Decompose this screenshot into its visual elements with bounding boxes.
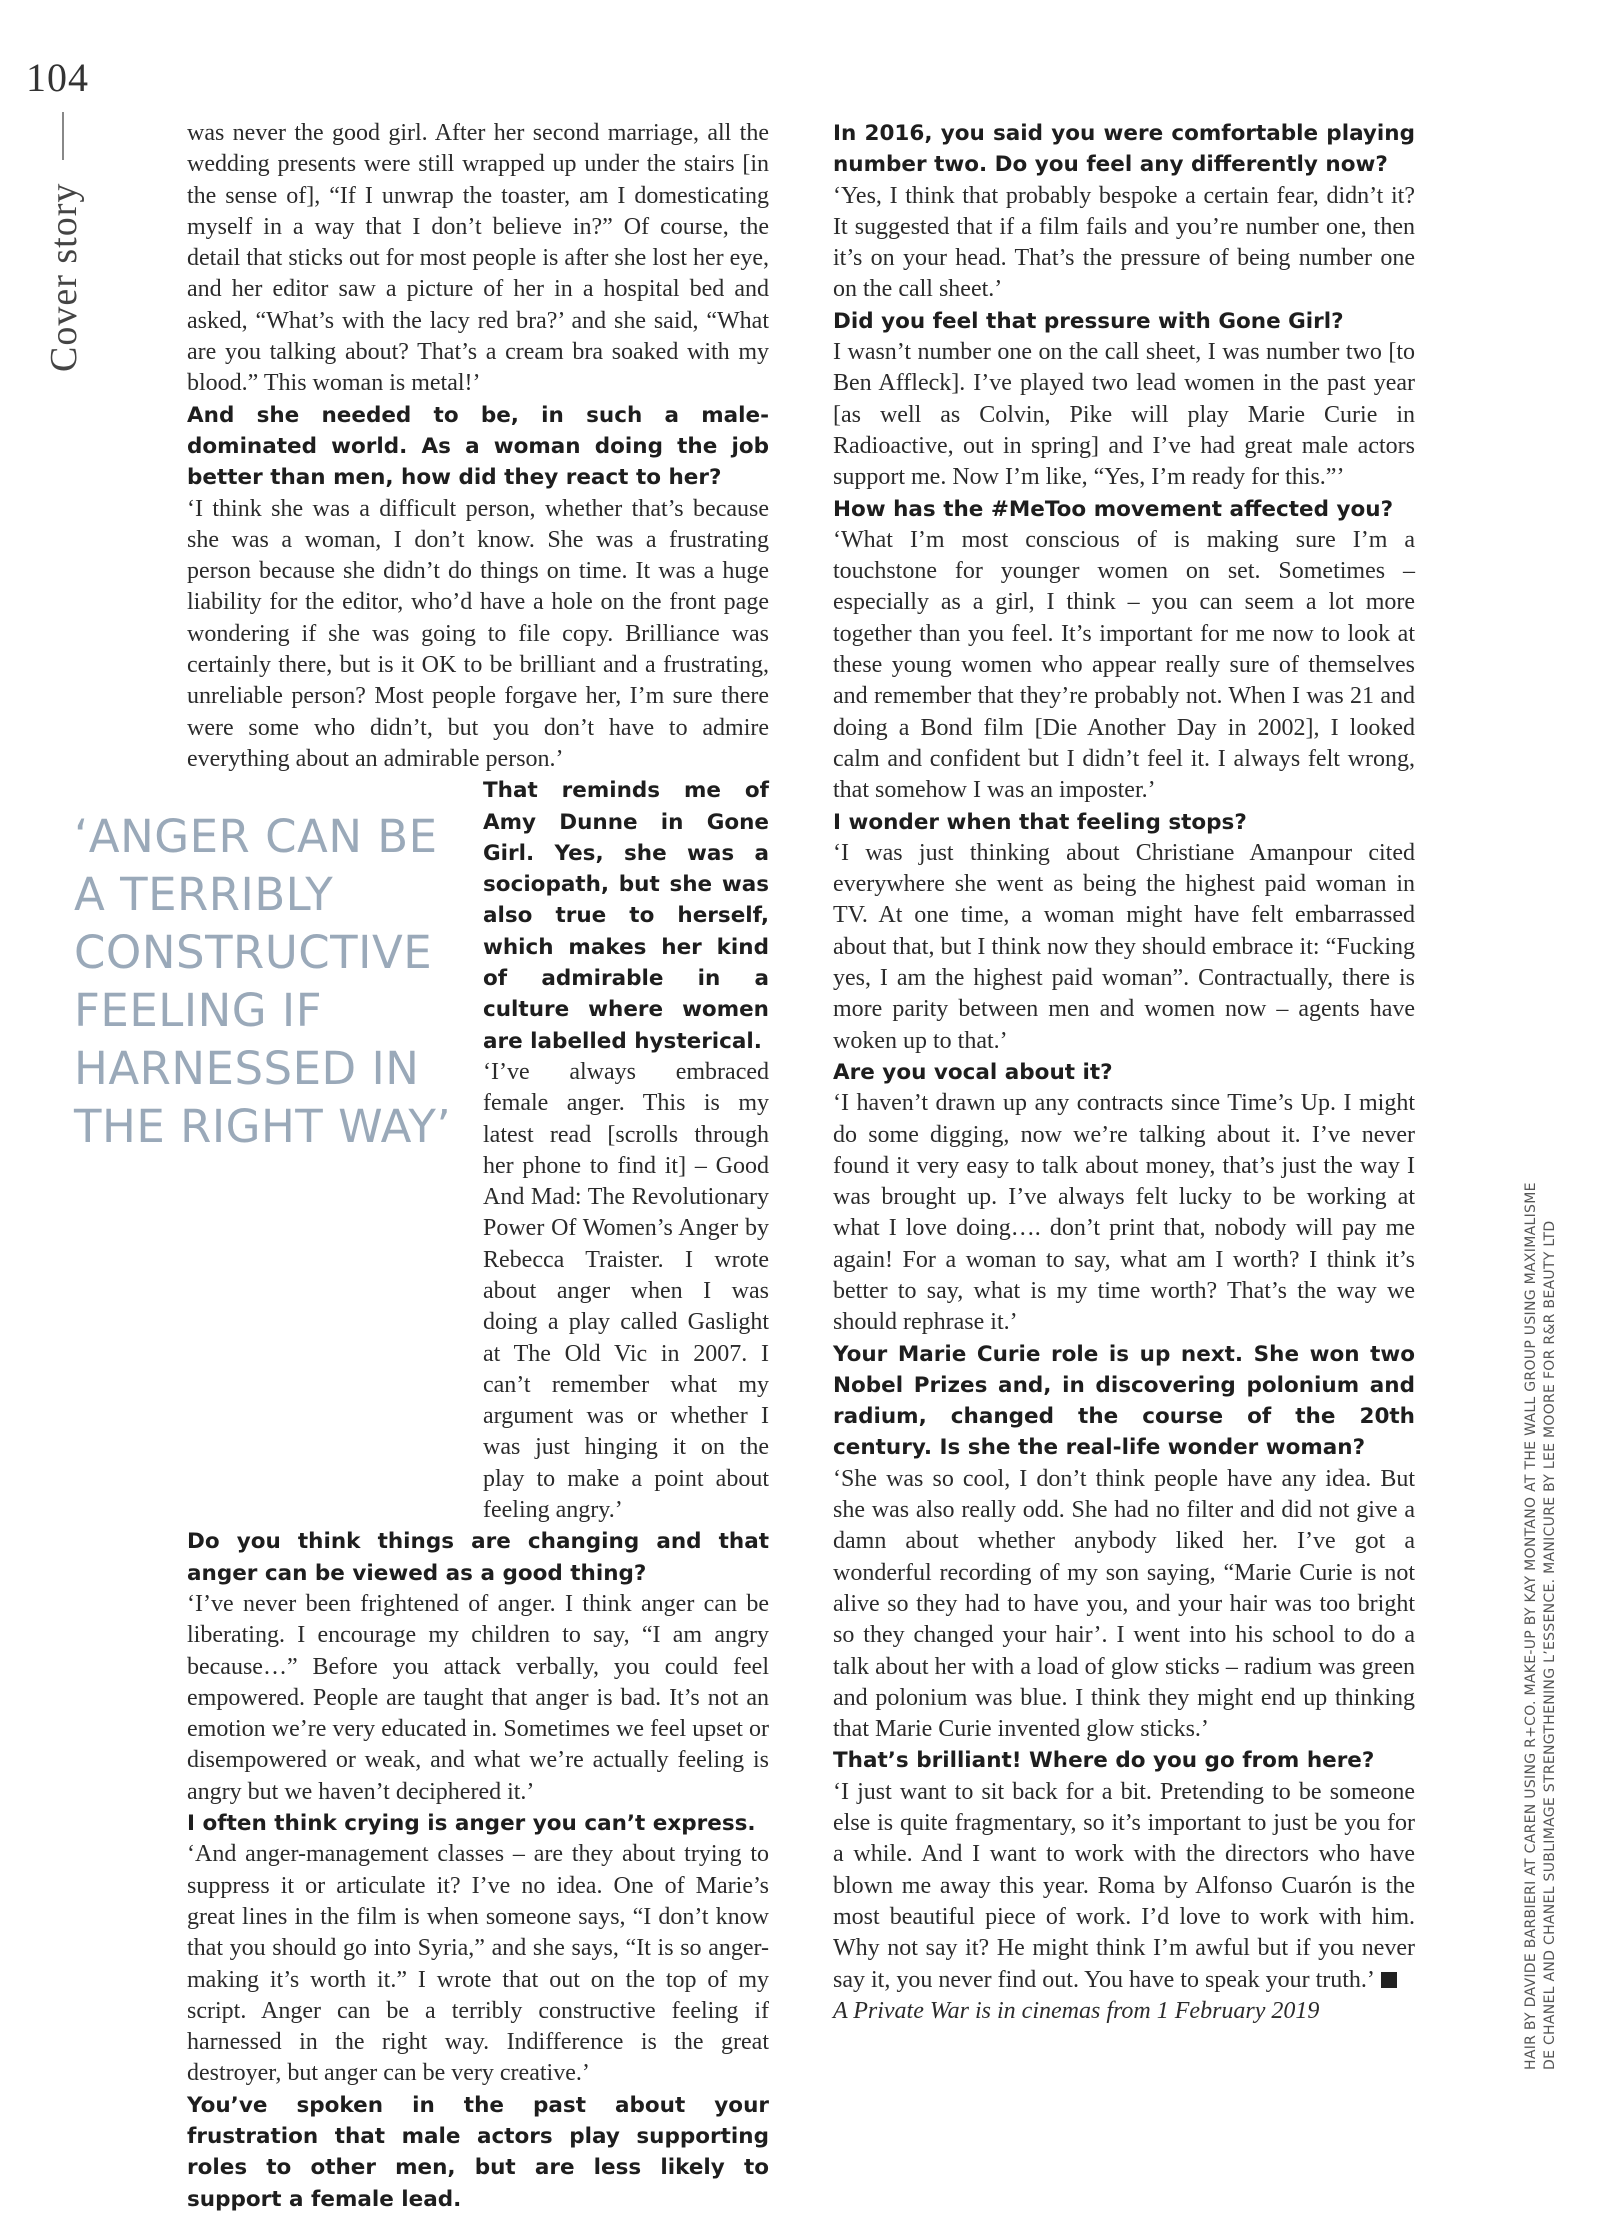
answer-paragraph: ‘She was so cool, I don’t think people have any idea. But she was also really odd. She had no filter and did not give a damn about whether anybody liked her. I’ve got a wonderful recording of my son saying, “Marie Curie is not alive so they had to have you, and your hair was too bright so they changed your hair’. I went into his school to do a talk about her with a load of glow sticks – radium was green and polonium was blue. I think they might end up thinking that Marie Curie invented glow sticks.’ <box>833 1465 1415 1743</box>
interview-question: Are you vocal about it? <box>833 1059 1113 1085</box>
answer-paragraph: ‘What I’m most conscious of is making sure I’m a touchstone for younger women on set. Sometimes – especially as a girl, I think – you can seem a lot more together than you feel. It’s important for me now to look at these young women who appear really sure of themselves and remember that they’re probably not. When I was 21 and doing a Bond film [Die Another Day in 2002], I looked calm and confident but I didn’t feel it. I always felt wrong, that somehow I was an imposter.’ <box>833 526 1415 804</box>
article-column-1 <box>187 118 769 2215</box>
answer-paragraph: ‘I haven’t drawn up any contracts since Time’s Up. I might do some digging, now we’re talking about it. I’ve never found it very easy to talk about money, that’s just the way I was brought up. I’ve always felt lucky to be working at what I love doing…. don’t print that, nobody will pay me again! For a woman to say, what am I worth? I think it’s better to say, what is my time worth? That’s the way we should rephrase it.’ <box>833 1090 1415 1336</box>
answer-paragraph: ‘I’ve never been frightened of anger. I think anger can be liberating. I encourage my children to say, “I am angry because…” Before you attack verbally, you could feel empowered. People are taught that anger is bad. It’s not an emotion we’re very educated in. Sometimes we feel upset or disempowered or weak, and what we’re actually feeling is angry but we haven’t deciphered it.’ <box>187 1590 769 1805</box>
answer-paragraph: ‘I think she was a difficult person, whether that’s because she was a woman, I don’t know. She was a frustrating person because she didn’t do things on time. It was a huge liability for the editor, who’d have a hole on the front page wondering if she was going to file copy. Brilliance was certainly there, but is it OK to be brilliant and a frustrating, unreliable person? Most people forgave her, I’m sure there were some who didn’t, but you don’t have to admire everything about an admirable person.’ <box>187 495 769 772</box>
interview-question: That reminds me of Amy Dunne in Gone Girl. Yes, she was a sociopath, but she was also true to herself, which makes her kind of admirable in a culture where women are labelled hysterical. <box>483 778 769 1054</box>
section-divider <box>62 112 64 160</box>
article-column-2 <box>833 118 1415 2027</box>
answer-text: ‘I just want to sit back for a bit. Pretending to be someone else is quite fragmentary, so it’s important to just be you for a while. And I want to work with the directors who have blown me away this year. Roma by Alfonso Cuarón is the most beautiful piece of work. I’d love to work with him. Why not say it? He might think I’m awful but if you never say it, you never find out. You have to speak your truth.’ <box>833 1778 1415 1993</box>
credit-line: DE CHANEL AND CHANEL SUBLIMAGE STRENGTHENING L’ESSENCE. MANICURE BY LEE MOORE FOR R&R BEAUTY LTD <box>1542 1220 1558 2070</box>
photo-credits <box>1522 1182 1560 2070</box>
interview-question: That’s brilliant! Where do you go from here? <box>833 1748 1375 1774</box>
end-of-article-mark <box>1381 1972 1397 1988</box>
answer-paragraph: ‘I’ve always embraced female anger. This is my latest read [scrolls through her phone to find it] – Good And Mad: The Revolutionary Power Of Women’s Anger by Rebecca Traister. I wrote about anger when I was doing a play called Gaslight at The Old Vic in 2007. I can’t remember what my argument was or whether I was just hinging it on the play to make a point about feeling angry.’ <box>483 1058 769 1524</box>
answer-paragraph: was never the good girl. After her second marriage, all the wedding presents were still wrapped up under the stairs [in the sense of], “If I unwrap the toaster, am I domesticating myself in a way that I don’t believe in?” Of course, the detail that sticks out for most people is after she lost her eye, and her editor saw a picture of her in a hospital bed and asked, “What’s with the lacy red bra?’ and she said, “What are you talking about? That’s a cream bra soaked with my blood.” This woman is metal!’ <box>187 120 769 397</box>
interview-question: Did you feel that pressure with Gone Girl? <box>833 308 1344 334</box>
answer-paragraph: ‘Yes, I think that probably bespoke a certain fear, didn’t it? It suggested that if a film fails and you’re number one, then it’s on your head. That’s the pressure of being number one on the call sheet.’ <box>833 182 1415 303</box>
interview-question: In 2016, you said you were comfortable playing number two. Do you feel any differently now? <box>833 121 1415 178</box>
answer-paragraph: ‘And anger-management classes – are they about trying to suppress it or articulate it? I’ve no idea. One of Marie’s great lines in the film is when someone says, “I don’t know that you should go into Syria,” and she says, “It is so anger-making it’s worth it.” I wrote that out on the top of my script. Anger can be a terribly constructive feeling if harnessed in the right way. Indifference is the great destroyer, but anger can be very creative.’ <box>187 1841 769 2087</box>
interview-question: How has the #MeToo movement affected you? <box>833 496 1394 522</box>
interview-question: And she needed to be, in such a male-dominated world. As a woman doing the job better than men, how did they react to her? <box>187 402 769 491</box>
interview-question: I often think crying is anger you can’t express. <box>187 1811 756 1837</box>
section-label: Cover story <box>43 182 85 372</box>
pull-quote-wrap-area <box>483 775 769 1526</box>
interview-question: I wonder when that feeling stops? <box>833 809 1247 835</box>
pull-quote: ‘ANGER CAN BE A TERRIBLY CONSTRUCTIVE FEELING IF HARNESSED IN THE RIGHT WAY’ <box>74 810 452 1153</box>
credit-line: HAIR BY DAVIDE BARBIERI AT CAREN USING R+CO. MAKE-UP BY KAY MONTANO AT THE WALL GROUP USING MAXIMALISME <box>1523 1182 1539 2070</box>
interview-question: Do you think things are changing and that anger can be viewed as a good thing? <box>187 1529 769 1586</box>
release-footnote: A Private War is in cinemas from 1 February 2019 <box>833 1997 1320 2024</box>
answer-paragraph: ‘I was just thinking about Christiane Amanpour cited everywhere she went as being the highest paid woman in TV. At one time, a woman might have felt embarrassed about that, but I think now they should embrace it: “Fucking yes, I am the highest paid woman”. Contractually, there is more parity between men and women now – agents have woken up to that.’ <box>833 839 1415 1054</box>
interview-question: Your Marie Curie role is up next. She won two Nobel Prizes and, in discovering polonium and radium, changed the course of the 20th century. Is she the real-life wonder woman? <box>833 1341 1415 1461</box>
answer-paragraph: I wasn’t number one on the call sheet, I was number two [to Ben Affleck]. I’ve played two lead women in the past year [as well as Colvin, Pike will play Marie Curie in Radioactive, out in spring] and I’ve had great male actors support me. Now I’m like, “Yes, I’m ready for this.”’ <box>833 339 1415 491</box>
interview-question: You’ve spoken in the past about your frustration that male actors play supporting roles to other men, but are less likely to support a female lead. <box>187 2092 769 2212</box>
page-number: 104 <box>26 55 89 100</box>
answer-paragraph <box>833 1777 1415 1996</box>
